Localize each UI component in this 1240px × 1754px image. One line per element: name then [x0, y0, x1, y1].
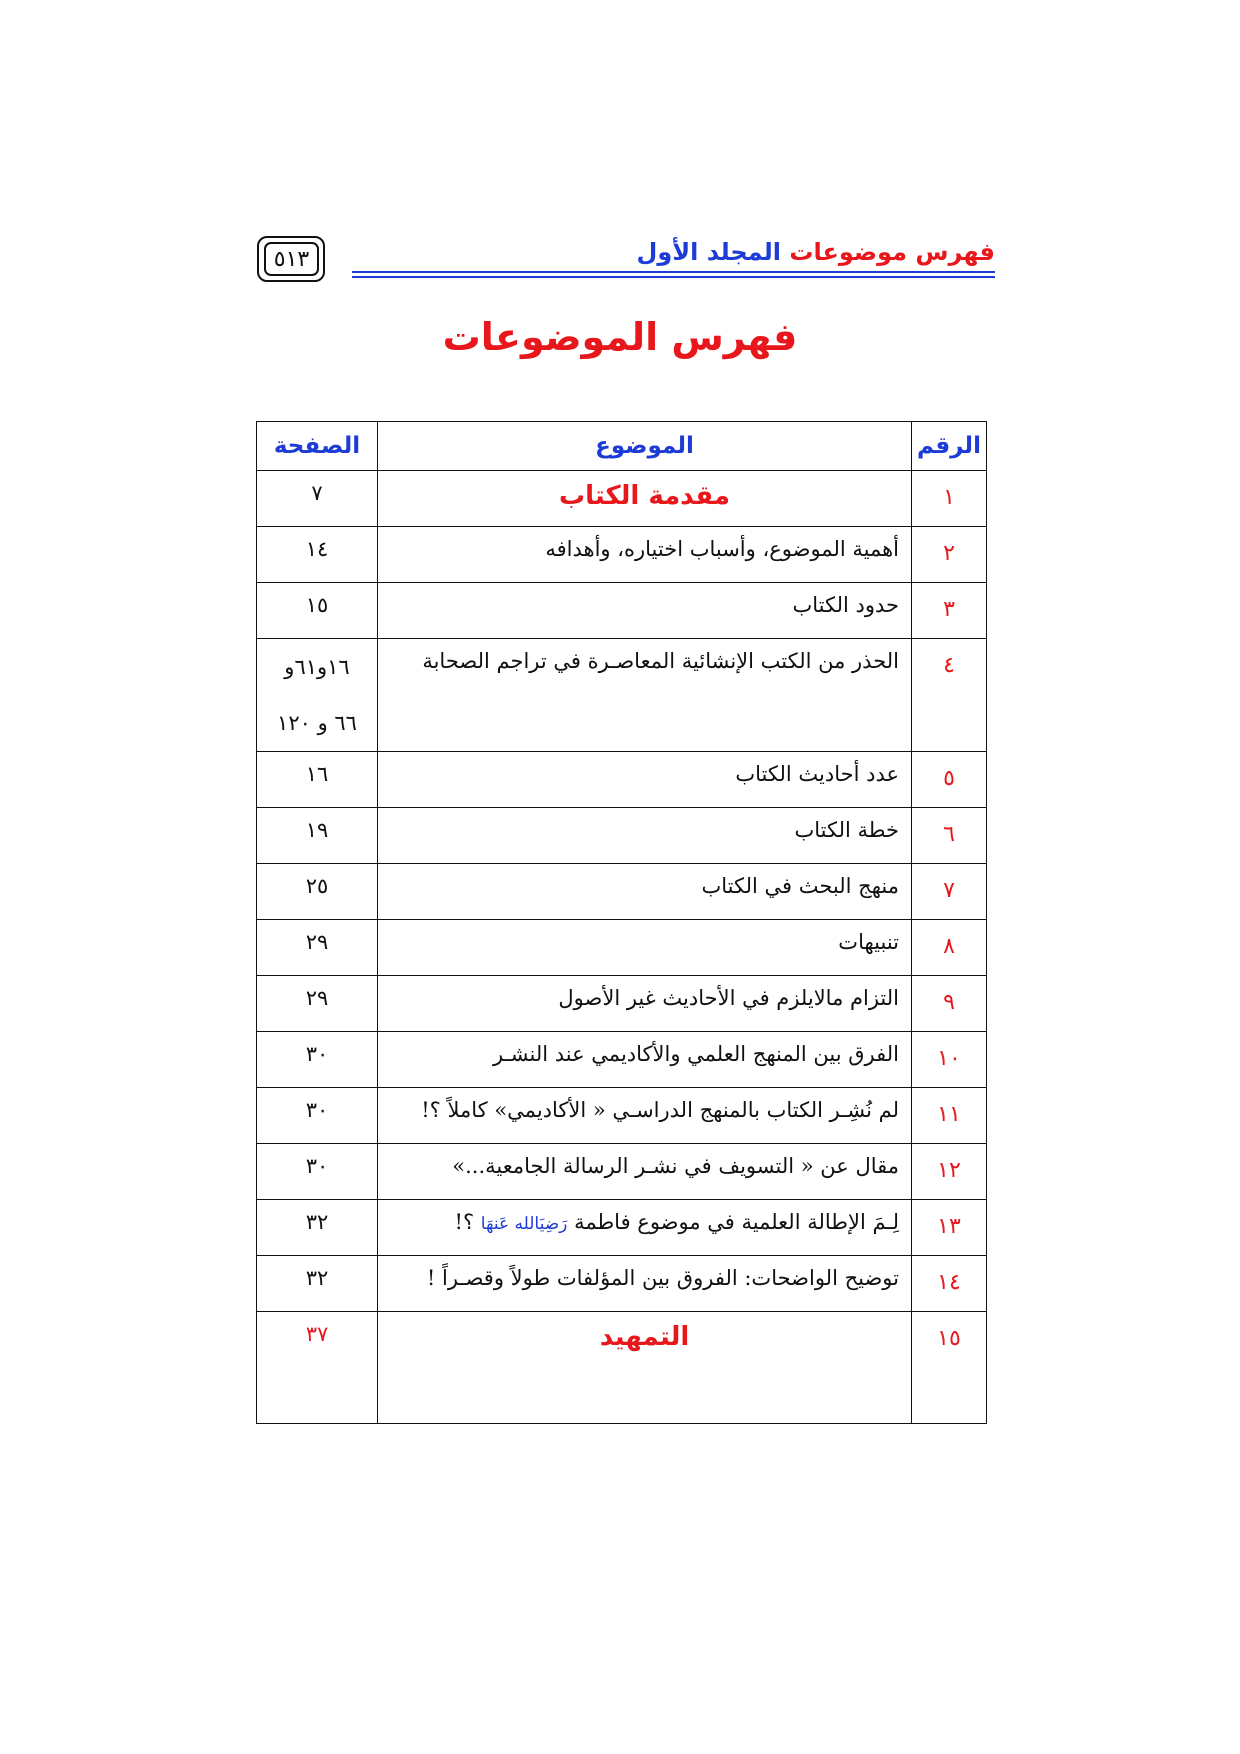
row-topic: لم نُشِـر الكتاب بالمنهج الدراسـي « الأكاديمي» كاملاً ؟!: [378, 1088, 912, 1144]
table-row: [257, 1032, 987, 1088]
col-header-num: الرقم: [912, 422, 987, 471]
row-num: ٤: [912, 639, 987, 752]
table-row: [257, 583, 987, 639]
table-row: [257, 639, 987, 752]
row-page: ١٩: [257, 808, 378, 864]
table-row: [257, 864, 987, 920]
row-page: ٣٠: [257, 1144, 378, 1200]
row-num: ٦: [912, 808, 987, 864]
page-title: فهرس الموضوعات: [442, 315, 798, 359]
running-header: [637, 238, 995, 266]
row-num: ٢: [912, 527, 987, 583]
row-topic: مقدمة الكتاب: [378, 471, 912, 527]
table-row: [257, 527, 987, 583]
table-row: [257, 752, 987, 808]
row-page: ١٥: [257, 583, 378, 639]
row-topic: أهمية الموضوع، وأسباب اختياره، وأهدافه: [378, 527, 912, 583]
header-rule: [352, 271, 995, 279]
table-row: [257, 1088, 987, 1144]
honorific-phrase: رَضِيَالله عَنهَا: [480, 1214, 568, 1234]
row-page: [257, 639, 378, 752]
row-num: ١٥: [912, 1312, 987, 1424]
col-header-topic: الموضوع: [378, 422, 912, 471]
row-topic: خطة الكتاب: [378, 808, 912, 864]
row-page: ٣٠: [257, 1032, 378, 1088]
row-topic: مقال عن « التسويف في نشـر الرسالة الجامعية...»: [378, 1144, 912, 1200]
row-topic-text: لِـمَ الإطالة العلمية في موضوع فاطمة: [574, 1210, 899, 1234]
row-page: ٢٥: [257, 864, 378, 920]
row-topic-punct: ؟!: [454, 1210, 475, 1234]
row-num: ١١: [912, 1088, 987, 1144]
table-row: [257, 920, 987, 976]
table-row: [257, 976, 987, 1032]
row-topic: التمهيد: [378, 1312, 912, 1424]
row-page: ٢٩: [257, 976, 378, 1032]
row-topic: الفرق بين المنهج العلمي والأكاديمي عند النشـر: [378, 1032, 912, 1088]
page-number-badge: [257, 236, 325, 282]
row-page-line: ١٦و٦١و: [284, 655, 350, 679]
row-page: ٧: [257, 471, 378, 527]
row-topic: عدد أحاديث الكتاب: [378, 752, 912, 808]
table-row: [257, 1256, 987, 1312]
col-header-page: الصفحة: [257, 422, 378, 471]
table-row: [257, 471, 987, 527]
table-row: [257, 1200, 987, 1256]
running-header-part2: المجلد الأول: [636, 238, 781, 266]
toc-header-row: [257, 422, 987, 471]
row-num: ١٤: [912, 1256, 987, 1312]
row-page: ٣٠: [257, 1088, 378, 1144]
row-page: ٣٧: [257, 1312, 378, 1424]
row-page-line: ٦٦ و ١٢٠: [277, 711, 357, 735]
row-topic: تنبيهات: [378, 920, 912, 976]
row-topic: منهج البحث في الكتاب: [378, 864, 912, 920]
row-topic: حدود الكتاب: [378, 583, 912, 639]
row-topic: توضيح الواضحات: الفروق بين المؤلفات طولاً وقصـراً !: [378, 1256, 912, 1312]
table-row: [257, 808, 987, 864]
row-page: ٣٢: [257, 1200, 378, 1256]
row-num: ١٣: [912, 1200, 987, 1256]
row-num: ٨: [912, 920, 987, 976]
row-num: ١: [912, 471, 987, 527]
row-topic: [378, 1200, 912, 1256]
row-page: ١٦: [257, 752, 378, 808]
toc-table: [256, 421, 987, 1424]
row-num: ٥: [912, 752, 987, 808]
row-num: ١٠: [912, 1032, 987, 1088]
row-topic: التزام مالايلزم في الأحاديث غير الأصول: [378, 976, 912, 1032]
row-num: ٣: [912, 583, 987, 639]
row-num: ١٢: [912, 1144, 987, 1200]
table-row: [257, 1144, 987, 1200]
row-topic: الحذر من الكتب الإنشائية المعاصـرة في تراجم الصحابة: [378, 639, 912, 752]
row-page: ٢٩: [257, 920, 378, 976]
row-num: ٩: [912, 976, 987, 1032]
row-num: ٧: [912, 864, 987, 920]
table-row: [257, 1312, 987, 1424]
row-page: ٣٢: [257, 1256, 378, 1312]
page-number: ٥١٣: [264, 242, 319, 276]
row-page: ١٤: [257, 527, 378, 583]
running-header-part1: فهرس موضوعات: [789, 238, 995, 266]
